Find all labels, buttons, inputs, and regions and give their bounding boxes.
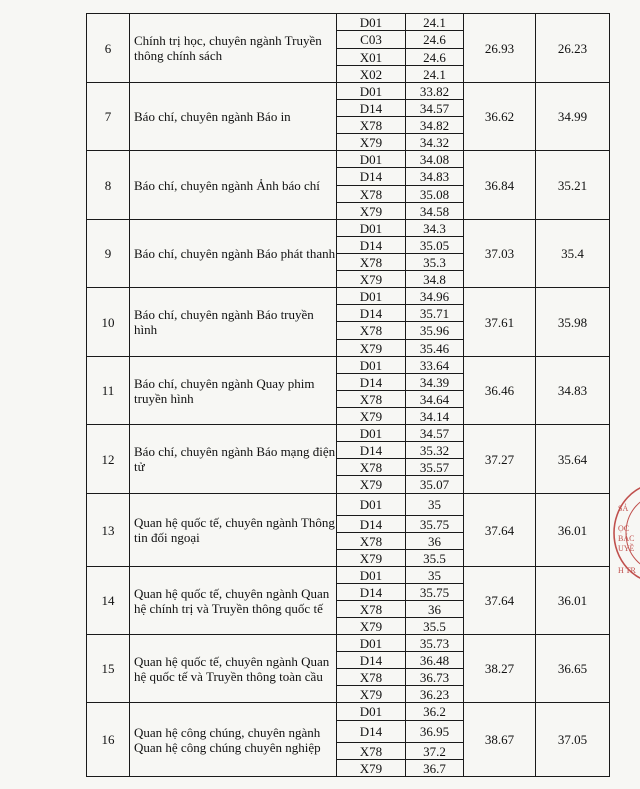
combination-score: 35.71 — [406, 305, 464, 322]
subject-combination-code: X79 — [337, 203, 406, 220]
table-row — [87, 357, 610, 374]
subject-combination-code: X78 — [337, 186, 406, 203]
program-name: Quan hệ quốc tế, chuyên ngành Quan hệ quốc tế và Truyền thông toàn cầu — [130, 635, 337, 703]
table-row — [87, 151, 610, 168]
program-name: Quan hệ quốc tế, chuyên ngành Thông tin đối ngoại — [130, 494, 337, 567]
benchmark-score-1: 36.62 — [464, 83, 536, 151]
combination-score: 35.07 — [406, 476, 464, 494]
subject-combination-code: D14 — [337, 652, 406, 669]
table-row — [87, 494, 610, 516]
table-row — [87, 635, 610, 652]
combination-score: 35.5 — [406, 618, 464, 635]
benchmark-score-2: 37.05 — [536, 703, 610, 777]
combination-score: 35.73 — [406, 635, 464, 652]
subject-combination-code: X78 — [337, 669, 406, 686]
combination-score: 36 — [406, 533, 464, 550]
combination-score: 34.8 — [406, 271, 464, 288]
subject-combination-code: X02 — [337, 66, 406, 83]
combination-score: 36.7 — [406, 760, 464, 777]
combination-score: 35.46 — [406, 340, 464, 357]
table-row — [87, 14, 610, 31]
subject-combination-code: D01 — [337, 425, 406, 442]
benchmark-score-2: 34.83 — [536, 357, 610, 425]
benchmark-score-2: 36.01 — [536, 494, 610, 567]
benchmark-score-2: 35.64 — [536, 425, 610, 494]
combination-score: 36 — [406, 601, 464, 618]
subject-combination-code: D01 — [337, 567, 406, 584]
combination-score: 36.73 — [406, 669, 464, 686]
program-name: Báo chí, chuyên ngành Báo mạng điện tử — [130, 425, 337, 494]
subject-combination-code: X78 — [337, 254, 406, 271]
benchmark-score-2: 26.23 — [536, 14, 610, 83]
program-name: Báo chí, chuyên ngành Báo truyền hình — [130, 288, 337, 357]
row-number: 12 — [87, 425, 130, 494]
table-row — [87, 220, 610, 237]
combination-score: 37.2 — [406, 743, 464, 760]
subject-combination-code: D01 — [337, 703, 406, 721]
combination-score: 36.48 — [406, 652, 464, 669]
subject-combination-code: D01 — [337, 494, 406, 516]
stamp-text-line: SẢ — [618, 504, 629, 513]
table-row — [87, 425, 610, 442]
benchmark-score-1: 37.27 — [464, 425, 536, 494]
benchmark-score-2: 35.98 — [536, 288, 610, 357]
row-number: 6 — [87, 14, 130, 83]
combination-score: 34.57 — [406, 425, 464, 442]
subject-combination-code: X79 — [337, 476, 406, 494]
subject-combination-code: X79 — [337, 408, 406, 425]
subject-combination-code: D14 — [337, 442, 406, 459]
combination-score: 35.5 — [406, 550, 464, 567]
combination-score: 34.64 — [406, 391, 464, 408]
subject-combination-code: X78 — [337, 322, 406, 340]
combination-score: 24.6 — [406, 31, 464, 49]
subject-combination-code: D01 — [337, 83, 406, 100]
benchmark-score-1: 36.46 — [464, 357, 536, 425]
subject-combination-code: X79 — [337, 340, 406, 357]
combination-score: 34.08 — [406, 151, 464, 168]
subject-combination-code: X79 — [337, 550, 406, 567]
subject-combination-code: X78 — [337, 117, 406, 134]
red-seal-stamp — [612, 478, 640, 588]
benchmark-score-1: 36.84 — [464, 151, 536, 220]
combination-score: 36.23 — [406, 686, 464, 703]
benchmark-score-2: 35.4 — [536, 220, 610, 288]
benchmark-score-1: 37.64 — [464, 494, 536, 567]
combination-score: 24.6 — [406, 49, 464, 66]
program-name: Báo chí, chuyên ngành Quay phim truyền hình — [130, 357, 337, 425]
combination-score: 24.1 — [406, 14, 464, 31]
combination-score: 36.2 — [406, 703, 464, 721]
subject-combination-code: D01 — [337, 288, 406, 305]
combination-score: 33.64 — [406, 357, 464, 374]
stamp-text-line: UYỀ — [618, 544, 635, 553]
subject-combination-code: C03 — [337, 31, 406, 49]
combination-score: 34.96 — [406, 288, 464, 305]
combination-score: 35.3 — [406, 254, 464, 271]
benchmark-score-2: 34.99 — [536, 83, 610, 151]
table-row — [87, 567, 610, 584]
subject-combination-code: X79 — [337, 686, 406, 703]
subject-combination-code: D01 — [337, 635, 406, 652]
subject-combination-code: X78 — [337, 601, 406, 618]
combination-score: 36.95 — [406, 721, 464, 743]
subject-combination-code: D14 — [337, 100, 406, 117]
subject-combination-code: D14 — [337, 305, 406, 322]
combination-score: 34.39 — [406, 374, 464, 391]
row-number: 13 — [87, 494, 130, 567]
row-number: 11 — [87, 357, 130, 425]
program-name: Quan hệ công chúng, chuyên ngành Quan hệ công chúng chuyên nghiệp — [130, 703, 337, 777]
benchmark-score-1: 37.61 — [464, 288, 536, 357]
combination-score: 35.75 — [406, 516, 464, 533]
subject-combination-code: D14 — [337, 168, 406, 186]
combination-score: 34.57 — [406, 100, 464, 117]
subject-combination-code: X78 — [337, 533, 406, 550]
subject-combination-code: X78 — [337, 391, 406, 408]
combination-score: 34.82 — [406, 117, 464, 134]
row-number: 16 — [87, 703, 130, 777]
benchmark-score-1: 26.93 — [464, 14, 536, 83]
stamp-text-line: BÁC — [618, 534, 635, 543]
combination-score: 34.14 — [406, 408, 464, 425]
subject-combination-code: X79 — [337, 271, 406, 288]
combination-score: 35 — [406, 494, 464, 516]
benchmark-score-2: 36.01 — [536, 567, 610, 635]
subject-combination-code: D14 — [337, 584, 406, 601]
benchmark-score-1: 38.67 — [464, 703, 536, 777]
subject-combination-code: X79 — [337, 134, 406, 151]
program-name: Báo chí, chuyên ngành Báo in — [130, 83, 337, 151]
subject-combination-code: D01 — [337, 14, 406, 31]
subject-combination-code: D01 — [337, 220, 406, 237]
benchmark-score-1: 37.64 — [464, 567, 536, 635]
combination-score: 35.05 — [406, 237, 464, 254]
row-number: 15 — [87, 635, 130, 703]
benchmark-score-1: 37.03 — [464, 220, 536, 288]
subject-combination-code: D14 — [337, 374, 406, 391]
combination-score: 34.83 — [406, 168, 464, 186]
program-name: Báo chí, chuyên ngành Ảnh báo chí — [130, 151, 337, 220]
row-number: 7 — [87, 83, 130, 151]
row-number: 10 — [87, 288, 130, 357]
combination-score: 24.1 — [406, 66, 464, 83]
subject-combination-code: X79 — [337, 760, 406, 777]
combination-score: 35.08 — [406, 186, 464, 203]
admission-score-table — [86, 13, 610, 777]
table-row — [87, 288, 610, 305]
benchmark-score-2: 36.65 — [536, 635, 610, 703]
table-row — [87, 83, 610, 100]
program-name: Quan hệ quốc tế, chuyên ngành Quan hệ chính trị và Truyền thông quốc tế — [130, 567, 337, 635]
combination-score: 35.57 — [406, 459, 464, 476]
subject-combination-code: X78 — [337, 459, 406, 476]
program-name: Báo chí, chuyên ngành Báo phát thanh — [130, 220, 337, 288]
row-number: 14 — [87, 567, 130, 635]
benchmark-score-2: 35.21 — [536, 151, 610, 220]
subject-combination-code: D01 — [337, 357, 406, 374]
combination-score: 35.96 — [406, 322, 464, 340]
subject-combination-code: X78 — [337, 743, 406, 760]
combination-score: 35.75 — [406, 584, 464, 601]
stamp-text-line: ỌC — [618, 524, 630, 533]
combination-score: 33.82 — [406, 83, 464, 100]
combination-score: 34.32 — [406, 134, 464, 151]
combination-score: 35.32 — [406, 442, 464, 459]
subject-combination-code: D14 — [337, 721, 406, 743]
benchmark-score-1: 38.27 — [464, 635, 536, 703]
subject-combination-code: X01 — [337, 49, 406, 66]
combination-score: 34.3 — [406, 220, 464, 237]
combination-score: 34.58 — [406, 203, 464, 220]
subject-combination-code: X79 — [337, 618, 406, 635]
subject-combination-code: D01 — [337, 151, 406, 168]
stamp-text-line: H TR — [618, 566, 636, 575]
program-name: Chính trị học, chuyên ngành Truyền thông chính sách — [130, 14, 337, 83]
table-row — [87, 703, 610, 721]
row-number: 9 — [87, 220, 130, 288]
row-number: 8 — [87, 151, 130, 220]
combination-score: 35 — [406, 567, 464, 584]
subject-combination-code: D14 — [337, 237, 406, 254]
subject-combination-code: D14 — [337, 516, 406, 533]
